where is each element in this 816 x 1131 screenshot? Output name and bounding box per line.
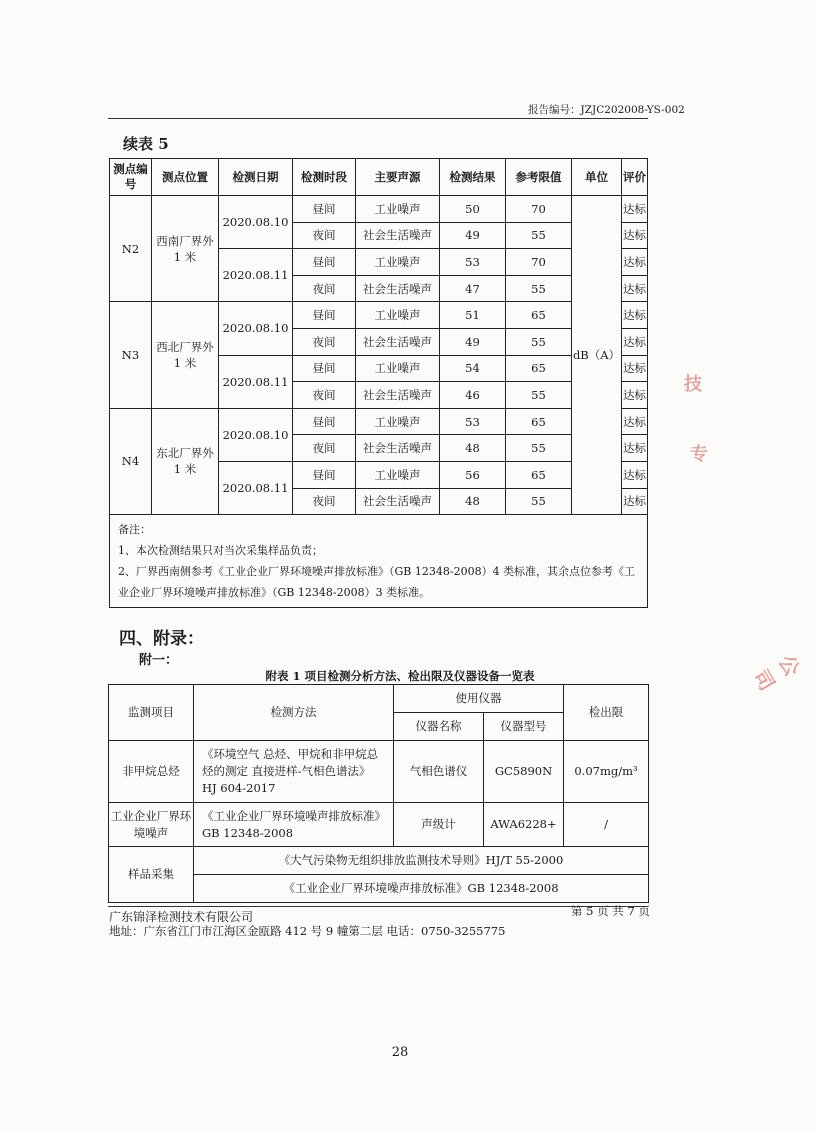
test-date: 2020.08.10: [219, 196, 293, 249]
hdr-method: 检测方法: [194, 685, 394, 741]
period: 昼间: [293, 355, 356, 382]
source: 工业噪声: [356, 408, 440, 435]
limit: 65: [506, 461, 572, 488]
test-date: 2020.08.11: [219, 355, 293, 408]
source: 社会生活噪声: [356, 328, 440, 355]
test-date: 2020.08.11: [219, 461, 293, 514]
hdr-instrument-model: 仪器型号: [484, 713, 564, 741]
notes-row: [110, 515, 648, 608]
col-period: 检测时段: [293, 159, 356, 196]
point-id: N4: [110, 408, 152, 514]
limit: 55: [506, 275, 572, 302]
company-address: 地址：广东省江门市江海区金瓯路 412 号 9 幢第二层 电话：0750-3255775: [109, 924, 506, 938]
instrument-name: 声级计: [394, 803, 484, 847]
col-date: 检测日期: [219, 159, 293, 196]
detection-limit: 0.07mg/m³: [564, 741, 649, 803]
point-id: N2: [110, 196, 152, 302]
period: 夜间: [293, 222, 356, 249]
source: 社会生活噪声: [356, 435, 440, 462]
col-evaluation: 评价: [622, 159, 648, 196]
appendix-sub-title: 附一：: [139, 653, 179, 668]
result: 47: [440, 275, 506, 302]
result: 51: [440, 302, 506, 329]
test-date: 2020.08.11: [219, 249, 293, 302]
sampling-item: 样品采集: [109, 847, 194, 903]
stamp-fragment: 公司: [748, 650, 805, 695]
result: 48: [440, 435, 506, 462]
table-row: [109, 803, 649, 847]
evaluation: 达标: [622, 196, 648, 223]
test-date: 2020.08.10: [219, 408, 293, 461]
hdr-item: 监测项目: [109, 685, 194, 741]
limit: 65: [506, 408, 572, 435]
period: 昼间: [293, 302, 356, 329]
result: 48: [440, 488, 506, 515]
table-row: [110, 408, 648, 435]
period: 昼间: [293, 408, 356, 435]
unit: dB（A）: [572, 196, 622, 515]
methods-instruments-table: [108, 684, 649, 903]
point-location: 东北厂界外 1 米: [152, 408, 219, 514]
footer-rule: [108, 906, 648, 907]
method: 《工业企业厂界环境噪声排放标准》GB 12348-2008: [194, 803, 394, 847]
period: 夜间: [293, 275, 356, 302]
instrument-model: GC5890N: [484, 741, 564, 803]
sampling-standard: 《大气污染物无组织排放监测技术导则》HJ/T 55-2000: [194, 847, 649, 875]
table-row: [109, 847, 649, 875]
evaluation: 达标: [622, 275, 648, 302]
detection-limit: /: [564, 803, 649, 847]
evaluation: 达标: [622, 302, 648, 329]
period: 昼间: [293, 196, 356, 223]
table-row: [109, 741, 649, 803]
source: 工业噪声: [356, 249, 440, 276]
sampling-standard: 《工业企业厂界环境噪声排放标准》GB 12348-2008: [194, 875, 649, 903]
limit: 55: [506, 382, 572, 409]
stamp-fragment: 专: [690, 444, 708, 465]
section-title: 四、附录：: [119, 629, 204, 649]
period: 夜间: [293, 488, 356, 515]
hdr-instrument: 使用仪器: [394, 685, 564, 713]
evaluation: 达标: [622, 222, 648, 249]
evaluation: 达标: [622, 488, 648, 515]
period: 昼间: [293, 249, 356, 276]
method: 《环境空气 总烃、甲烷和非甲烷总烃的测定 直接进样-气相色谱法》HJ 604-2017: [194, 741, 394, 803]
result: 54: [440, 355, 506, 382]
limit: 55: [506, 488, 572, 515]
period: 夜间: [293, 328, 356, 355]
header-rule: [108, 118, 648, 119]
evaluation: 达标: [622, 461, 648, 488]
result: 50: [440, 196, 506, 223]
notes-cell: [110, 515, 648, 608]
result: 53: [440, 408, 506, 435]
source: 社会生活噪声: [356, 382, 440, 409]
result: 53: [440, 249, 506, 276]
evaluation: 达标: [622, 249, 648, 276]
table-header-row: [109, 685, 649, 713]
instrument-model: AWA6228+: [484, 803, 564, 847]
evaluation: 达标: [622, 355, 648, 382]
evaluation: 达标: [622, 382, 648, 409]
col-location: 测点位置: [152, 159, 219, 196]
page-info: 第 5 页 共 7 页: [571, 904, 650, 918]
limit: 65: [506, 302, 572, 329]
test-date: 2020.08.10: [219, 302, 293, 355]
source: 工业噪声: [356, 355, 440, 382]
limit: 65: [506, 355, 572, 382]
noise-results-table: [109, 158, 648, 608]
limit: 55: [506, 328, 572, 355]
report-number: 报告编号：JZJC202008-YS-002: [528, 104, 685, 116]
result: 49: [440, 222, 506, 249]
page-number: 28: [391, 1045, 409, 1060]
limit: 70: [506, 196, 572, 223]
company-name: 广东锦泽检测技术有限公司: [109, 910, 254, 924]
note-2: 2、厂界西南侧参考《工业企业厂界环境噪声排放标准》（GB 12348-2008）4 类标准，其余点位参考《工业企业厂界环境噪声排放标准》（GB 12348-2008）3 类标准。: [118, 565, 636, 600]
evaluation: 达标: [622, 328, 648, 355]
notes-title: 备注：: [118, 523, 151, 537]
stamp-fragment: 技: [684, 374, 702, 395]
source: 社会生活噪声: [356, 222, 440, 249]
col-limit: 参考限值: [506, 159, 572, 196]
item: 非甲烷总烃: [109, 741, 194, 803]
evaluation: 达标: [622, 408, 648, 435]
source: 工业噪声: [356, 302, 440, 329]
limit: 55: [506, 222, 572, 249]
source: 工业噪声: [356, 461, 440, 488]
source: 工业噪声: [356, 196, 440, 223]
col-unit: 单位: [572, 159, 622, 196]
source: 社会生活噪声: [356, 488, 440, 515]
item: 工业企业厂界环境噪声: [109, 803, 194, 847]
result: 49: [440, 328, 506, 355]
hdr-detection-limit: 检出限: [564, 685, 649, 741]
instrument-name: 气相色谱仪: [394, 741, 484, 803]
evaluation: 达标: [622, 435, 648, 462]
period: 夜间: [293, 435, 356, 462]
hdr-instrument-name: 仪器名称: [394, 713, 484, 741]
col-result: 检测结果: [440, 159, 506, 196]
table-header-row: [110, 159, 648, 196]
point-location: 西北厂界外 1 米: [152, 302, 219, 408]
appendix-table-title: 附表 1 项目检测分析方法、检出限及仪器设备一览表: [265, 669, 535, 683]
result: 56: [440, 461, 506, 488]
col-point-id: 测点编号: [110, 159, 152, 196]
period: 昼间: [293, 461, 356, 488]
col-source: 主要声源: [356, 159, 440, 196]
limit: 70: [506, 249, 572, 276]
result: 46: [440, 382, 506, 409]
point-id: N3: [110, 302, 152, 408]
table-row: [110, 196, 648, 223]
note-1: 1、本次检测结果只对当次采集样品负责；: [118, 544, 323, 558]
table-row: [110, 302, 648, 329]
source: 社会生活噪声: [356, 275, 440, 302]
point-location: 西南厂界外 1 米: [152, 196, 219, 302]
period: 夜间: [293, 382, 356, 409]
table-5-title: 续表 5: [123, 135, 169, 153]
limit: 55: [506, 435, 572, 462]
